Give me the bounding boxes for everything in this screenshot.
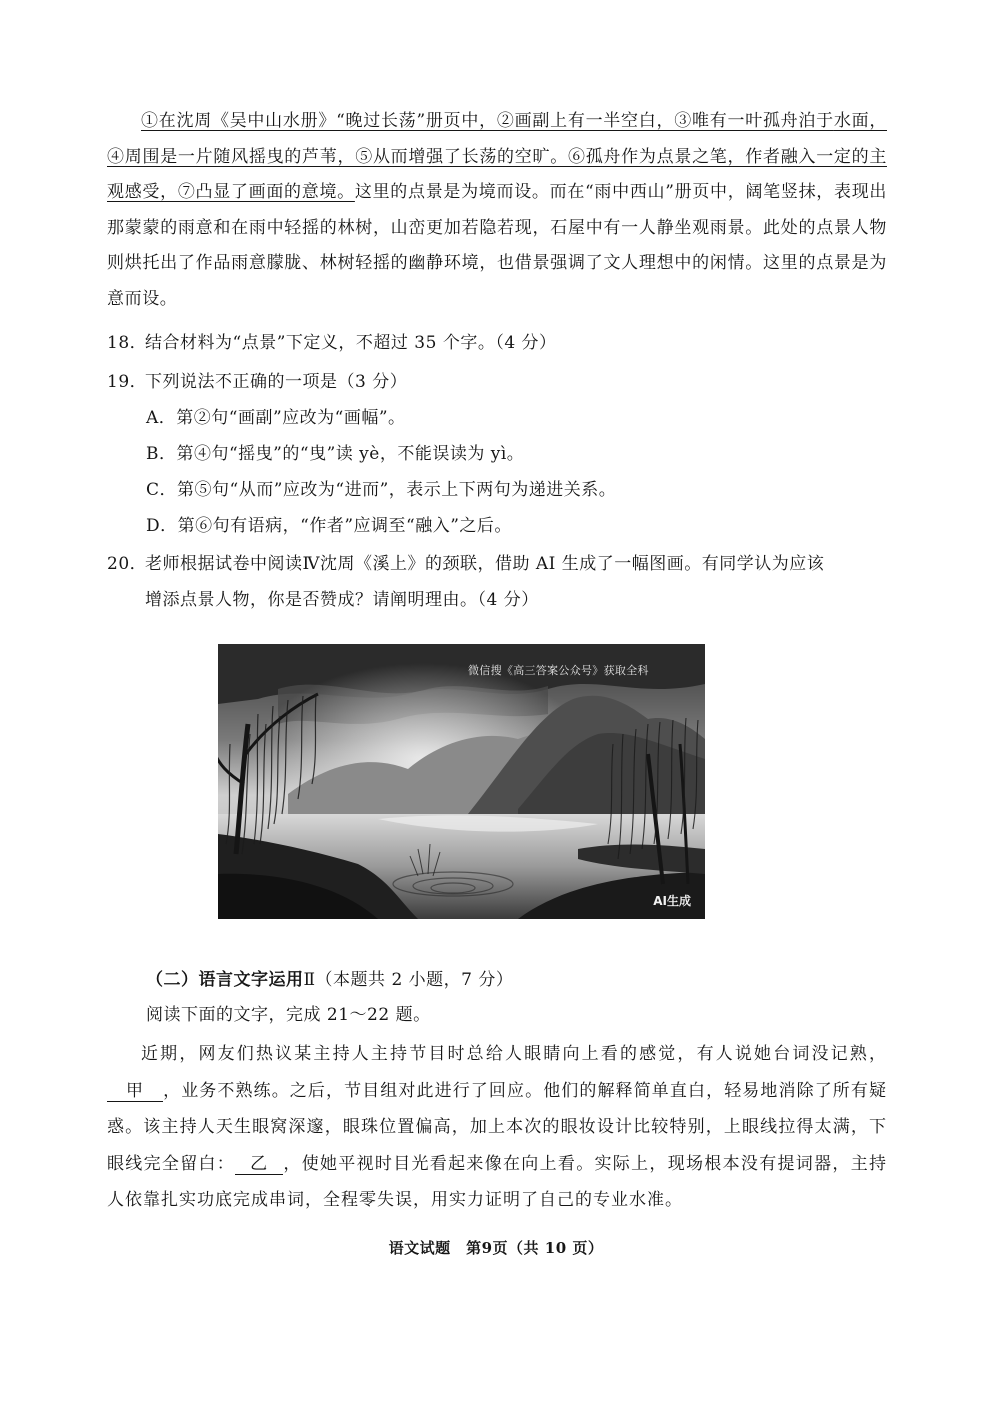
- option-b: B．第④句“摇曳”的“曳”读 yè，不能误读为 yì。: [146, 444, 525, 464]
- question-18-number: 18．: [107, 333, 148, 353]
- question-20-line-1: 老师根据试卷中阅读Ⅳ沈周《溪上》的颈联，借助 AI 生成了一幅图画。有同学认为应该: [145, 554, 825, 574]
- section-2-title-rest: Ⅱ（本题共 2 小题，7 分）: [303, 970, 514, 990]
- question-20-number: 20．: [107, 554, 148, 574]
- ai-landscape-image: [218, 644, 705, 919]
- passage-part-2: ，业务不熟练。之后，节目组对此进行了回应。他们的解释简单直白，轻易地消除了所有疑惑。该主持人天生眼窝深邃，眼珠位置偏高，加上本次的眼妆设计比较特别，上眼线拉得太满，下眼线完全留白：: [107, 1080, 887, 1174]
- material-line-1: ①在沈周《吴中山水册》“晚过长荡”册页中，②画副上有一半空白，③唯有一叶孤舟泊于: [141, 111, 834, 131]
- image-watermark: 微信搜《高三答案公众号》获取全科: [468, 664, 649, 677]
- question-18: [107, 327, 557, 359]
- question-20: [107, 546, 897, 618]
- option-c: C．第⑤句“从而”应改为“进而”，表示上下两句为递进关系。: [146, 480, 617, 500]
- reading-passage: [107, 1036, 887, 1219]
- question-19-number: 19．: [107, 372, 148, 392]
- section-2-title-bold: （二）语言文字运用: [146, 970, 304, 990]
- material-paragraph: [107, 104, 887, 317]
- ai-generated-label: AI生成: [653, 894, 691, 908]
- section-2-instruction: 阅读下面的文字，完成 21～22 题。: [146, 1005, 431, 1025]
- blank-b: 乙: [235, 1154, 283, 1175]
- passage-part-3: ，使她平视时目光看起来像在向上看。实际上，现场根本没有提词器，主持人依靠扎实功底完成串词，全程零失误，用实力证明了自己的专业水准。: [107, 1153, 888, 1210]
- material-line-2: 水面，④周围是一片随风摇曳的芦苇，⑤从而增强了长荡的空旷。⑥孤舟作为点景之笔，作者: [107, 111, 887, 167]
- option-d: D．第⑥句有语病，“作者”应调至“融入”之后。: [146, 516, 512, 536]
- blank-a: 甲: [107, 1081, 163, 1102]
- material-line-3-rest: 这里的点景是为境而设。而在“雨中西山”册页中，: [354, 182, 746, 202]
- passage-part-1: 近期，网友们热议某主持人主持节目时总给人眼睛向上看的感觉，有人说她台词没记熟，: [141, 1044, 887, 1064]
- landscape-painting: [218, 644, 705, 919]
- material-line-3-underlined: 融入一定的主观感受，⑦凸显了画面的意境。: [107, 146, 887, 202]
- question-19-text: 下列说法不正确的一项是（3 分）: [145, 372, 408, 392]
- page-footer: 语文试题 第9页（共 10 页）: [388, 1239, 604, 1257]
- option-a: A．第②句“画副”应改为“画幅”。: [146, 408, 406, 428]
- material-line-6: 理想中的闲情。这里的点景是为意而设。: [107, 253, 887, 309]
- question-19: [107, 366, 407, 398]
- material-line-5: 观雨景。此处的点景人物则烘托出了作品雨意朦胧、林树轻摇的幽静环境，也借景强调了文人: [107, 217, 887, 273]
- material-line-4: 阔笔竖抹，表现出那蒙蒙的雨意和在雨中轻摇的林树，山峦更加若隐若现，石屋中有一人静坐: [107, 182, 887, 238]
- question-18-text: 结合材料为“点景”下定义，不超过 35 个字。（4 分）: [145, 333, 557, 353]
- question-20-line-2: 增添点景人物，你是否赞成？请阐明理由。（4 分）: [145, 590, 539, 610]
- section-2-title: [146, 965, 513, 995]
